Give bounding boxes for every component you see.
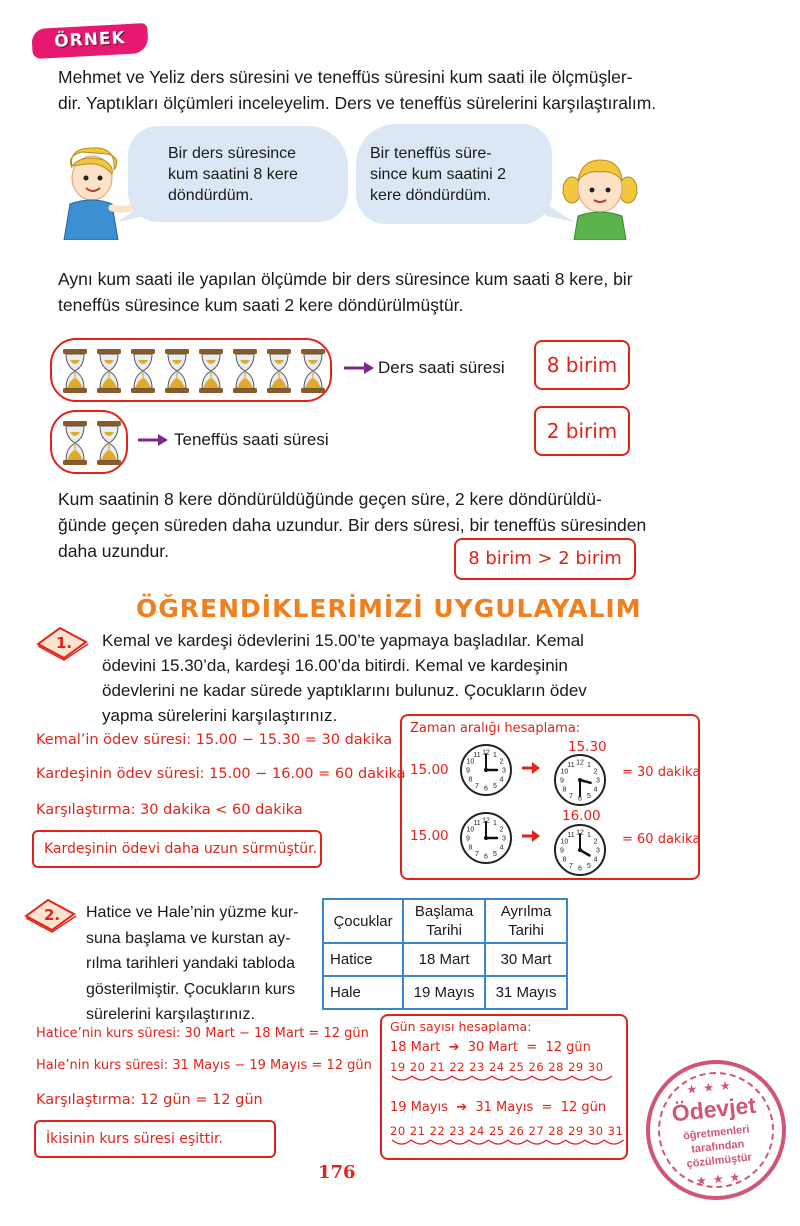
svg-text:3: 3 — [596, 847, 600, 855]
hourglass-icon — [62, 420, 88, 466]
svg-text:3: 3 — [502, 835, 506, 843]
question-line: ödevlerini ne kadar sürede yaptıklarını bulunuz. Çocukların ödev — [102, 681, 587, 700]
question-line: gösterilmiştir. Çocukların kurs — [86, 980, 295, 998]
svg-text:9: 9 — [560, 847, 564, 855]
svg-text:5: 5 — [587, 793, 591, 801]
hourglass-icon — [130, 348, 156, 394]
svg-text:2: 2 — [499, 826, 504, 834]
q2-answer-compare: Karşılaştırma: 12 gün = 12 gün — [36, 1092, 263, 1108]
svg-text:7: 7 — [569, 863, 573, 871]
table-cell: Hale — [323, 976, 403, 1009]
q2-calc-row1: 18 Mart ➔ 30 Mart = 12 gün — [390, 1040, 591, 1055]
svg-text:12: 12 — [482, 749, 490, 757]
svg-text:6: 6 — [484, 785, 488, 793]
svg-text:1: 1 — [587, 761, 591, 769]
star-icon: ★★★ — [685, 1077, 738, 1097]
stamp-brand: Ödevjet — [670, 1091, 758, 1127]
svg-text:1: 1 — [493, 751, 497, 759]
q2-calc-row1-days: 19 20 21 22 23 24 25 26 28 29 30 — [390, 1060, 604, 1074]
intro-line: Mehmet ve Yeliz ders süresini ve teneffüs süresini kum saati ile ölçmüşler- — [58, 67, 633, 87]
svg-text:2: 2 — [593, 838, 598, 846]
clock-icon-1500 — [458, 810, 514, 866]
svg-text:10: 10 — [466, 826, 475, 834]
hourglass-icon — [62, 348, 88, 394]
svg-text:10: 10 — [560, 838, 569, 846]
bubble-line: Bir ders süresince — [168, 145, 297, 162]
svg-text:12: 12 — [576, 759, 584, 767]
table-cell: Hatice — [323, 943, 403, 976]
question-line: ödevini 15.30’da, kardeşi 16.00’da bitirdi. Kemal ve kardeşinin — [102, 656, 568, 675]
svg-text:11: 11 — [473, 751, 481, 759]
hourglass-icon — [164, 348, 190, 394]
hourglass-icon — [300, 348, 326, 394]
question-line: yapma sürelerini karşılaştırınız. — [102, 706, 338, 725]
svg-text:8: 8 — [468, 776, 473, 784]
q2-calc-row2: 19 Mayıs ➔ 31 Mayıs = 12 gün — [390, 1100, 607, 1115]
svg-text:7: 7 — [475, 783, 479, 791]
q1-row2-end: 16.00 — [562, 808, 601, 824]
bubble-line: döndürdüm. — [168, 187, 254, 204]
clock-icon-1530 — [552, 752, 608, 808]
svg-text:1: 1 — [587, 831, 591, 839]
q1-answer-compare: Karşılaştırma: 30 dakika < 60 dakika — [36, 802, 303, 818]
page-number: 176 — [318, 1162, 356, 1183]
svg-text:4: 4 — [499, 776, 504, 784]
intro-line: dir. Yaptıkları ölçümleri inceleyelim. Ders ve teneffüs sürelerini karşılaştıralım. — [58, 93, 657, 113]
odevjet-stamp — [639, 1053, 793, 1207]
bubble-line: Bir teneffüs süre- — [370, 145, 492, 162]
q1-answer-kardes: Kardeşinin ödev süresi: 15.00 − 16.00 = 60 dakika — [36, 766, 406, 782]
question-2-number: 2. — [44, 906, 61, 924]
q2-conclusion-box: İkisinin kurs süresi eşittir. — [34, 1120, 276, 1158]
example-badge — [31, 23, 148, 59]
bubble-line: kere döndürdüm. — [370, 187, 491, 204]
svg-text:11: 11 — [567, 761, 575, 769]
teneffus-label: Teneffüs saati süresi — [174, 430, 329, 449]
table-row — [323, 943, 567, 976]
q1-row1-result: = 30 dakika — [622, 765, 701, 780]
boy-bubble-text — [168, 143, 324, 206]
q1-row2-result: = 60 dakika — [622, 832, 701, 847]
table-header: Başlama Tarihi — [403, 899, 485, 943]
hourglass-icon — [266, 348, 292, 394]
svg-text:12: 12 — [482, 817, 490, 825]
q2-answer-hale: Hale’nin kurs süresi: 31 Mayıs − 19 Mayıs = 12 gün — [36, 1058, 372, 1073]
day-arcs — [390, 1138, 626, 1148]
q1-answer-kemal: Kemal’in ödev süresi: 15.00 − 15.30 = 30 dakika — [36, 732, 393, 748]
girl-bubble-text — [370, 143, 520, 206]
course-dates-table — [322, 898, 568, 1010]
hourglass-icon — [96, 420, 122, 466]
q1-time-calc-box — [400, 714, 700, 880]
svg-text:5: 5 — [587, 863, 591, 871]
arrow-icon — [138, 432, 170, 448]
svg-text:2: 2 — [593, 768, 598, 776]
svg-text:6: 6 — [484, 853, 488, 861]
svg-text:3: 3 — [596, 777, 600, 785]
table-header: Çocuklar — [323, 899, 403, 943]
table-cell: 19 Mayıs — [403, 976, 485, 1009]
q2-calc-row2-days: 20 21 22 23 24 25 26 27 28 29 30 31 — [390, 1124, 624, 1138]
question-2-text — [86, 900, 308, 1028]
table-header: Ayrılma Tarihi — [485, 899, 567, 943]
arrow-icon — [344, 360, 376, 376]
ders-unit-box: 8 birim — [534, 340, 630, 390]
section-title: ÖĞRENDİKLERİMİZİ UYGULAYALIM — [136, 594, 642, 623]
day-arcs — [390, 1074, 620, 1084]
question-line: Kemal ve kardeşi ödevlerini 15.00’te yapmaya başladılar. Kemal — [102, 631, 584, 650]
bubble-line: kum saatini 8 kere — [168, 166, 298, 183]
q1-calc-title: Zaman aralığı hesaplama: — [410, 721, 581, 736]
boy-illustration — [42, 140, 142, 240]
paragraph-line: teneffüs süresince kum saati 2 kere döndürülmüştür. — [58, 295, 464, 315]
paragraph-comparison — [58, 486, 742, 564]
svg-text:7: 7 — [475, 851, 479, 859]
q1-row2-start: 15.00 — [410, 828, 449, 844]
intro-paragraph — [58, 64, 742, 116]
compare-box: 8 birim > 2 birim — [454, 538, 636, 580]
svg-text:9: 9 — [466, 835, 470, 843]
svg-text:6: 6 — [578, 795, 582, 803]
star-icon: ★★★ — [695, 1169, 747, 1189]
svg-text:5: 5 — [493, 851, 497, 859]
q1-conclusion-box: Kardeşinin ödevi daha uzun sürmüştür. — [32, 830, 322, 868]
question-line: rılma tarihleri yandaki tabloda — [86, 955, 295, 972]
hourglass-group-ders — [50, 338, 332, 402]
hourglass-icon — [96, 348, 122, 394]
teneffus-unit-box: 2 birim — [534, 406, 630, 456]
q2-answer-hatice: Hatice’nin kurs süresi: 30 Mart − 18 Mart = 12 gün — [36, 1026, 369, 1041]
svg-text:10: 10 — [466, 758, 475, 766]
q2-calc-title: Gün sayısı hesaplama: — [390, 1019, 532, 1034]
svg-text:10: 10 — [560, 768, 569, 776]
svg-text:11: 11 — [567, 831, 575, 839]
hourglass-icon — [198, 348, 224, 394]
girl-illustration — [560, 150, 640, 240]
red-arrow-icon — [522, 760, 542, 776]
svg-text:3: 3 — [502, 767, 506, 775]
hourglass-icon — [232, 348, 258, 394]
paragraph-line: daha uzundur. — [58, 541, 169, 561]
svg-text:8: 8 — [562, 786, 567, 794]
svg-text:4: 4 — [593, 786, 598, 794]
svg-text:9: 9 — [560, 777, 564, 785]
svg-text:11: 11 — [473, 819, 481, 827]
ders-label: Ders saati süresi — [378, 358, 505, 377]
question-1-text — [102, 628, 630, 728]
svg-text:4: 4 — [499, 844, 504, 852]
question-line: sürelerini karşılaştırınız. — [86, 1006, 255, 1023]
paragraph-line: ğünde geçen süreden daha uzundur. Bir ders süresi, bir teneffüs süresinden — [58, 515, 647, 535]
boy-bubble-tail — [118, 200, 148, 224]
stamp-text: öğretmenleri tarafından çözülmüştür — [682, 1123, 753, 1171]
q1-row1-start: 15.00 — [410, 762, 449, 778]
table-cell: 31 Mayıs — [485, 976, 567, 1009]
svg-text:8: 8 — [468, 844, 473, 852]
paragraph-measurement — [58, 266, 742, 318]
table-cell: 30 Mart — [485, 943, 567, 976]
bubble-line: since kum saatini 2 — [370, 166, 507, 183]
clock-icon-1500 — [458, 742, 514, 798]
question-line: Hatice ve Hale’nin yüzme kur- — [86, 904, 299, 921]
svg-text:5: 5 — [493, 783, 497, 791]
svg-text:8: 8 — [562, 856, 567, 864]
svg-text:6: 6 — [578, 865, 582, 873]
svg-text:2: 2 — [499, 758, 504, 766]
table-cell: 18 Mart — [403, 943, 485, 976]
svg-text:9: 9 — [466, 767, 470, 775]
svg-text:12: 12 — [576, 829, 584, 837]
svg-text:4: 4 — [593, 856, 598, 864]
table-row — [323, 976, 567, 1009]
paragraph-line: Kum saatinin 8 kere döndürüldüğünde geçen süre, 2 kere döndürüldü- — [58, 489, 602, 509]
question-line: suna başlama ve kurstan ay- — [86, 929, 291, 947]
svg-text:1: 1 — [493, 819, 497, 827]
question-1-number: 1. — [56, 634, 73, 652]
paragraph-line: Aynı kum saati ile yapılan ölçümde bir ders süresince kum saati 8 kere, bir — [58, 269, 633, 289]
svg-text:7: 7 — [569, 793, 573, 801]
example-badge-label: ÖRNEK — [53, 28, 127, 52]
q1-row1-end: 15.30 — [568, 739, 607, 755]
red-arrow-icon — [522, 828, 542, 844]
hourglass-group-teneffus — [50, 410, 128, 474]
clock-icon-1600 — [552, 822, 608, 878]
